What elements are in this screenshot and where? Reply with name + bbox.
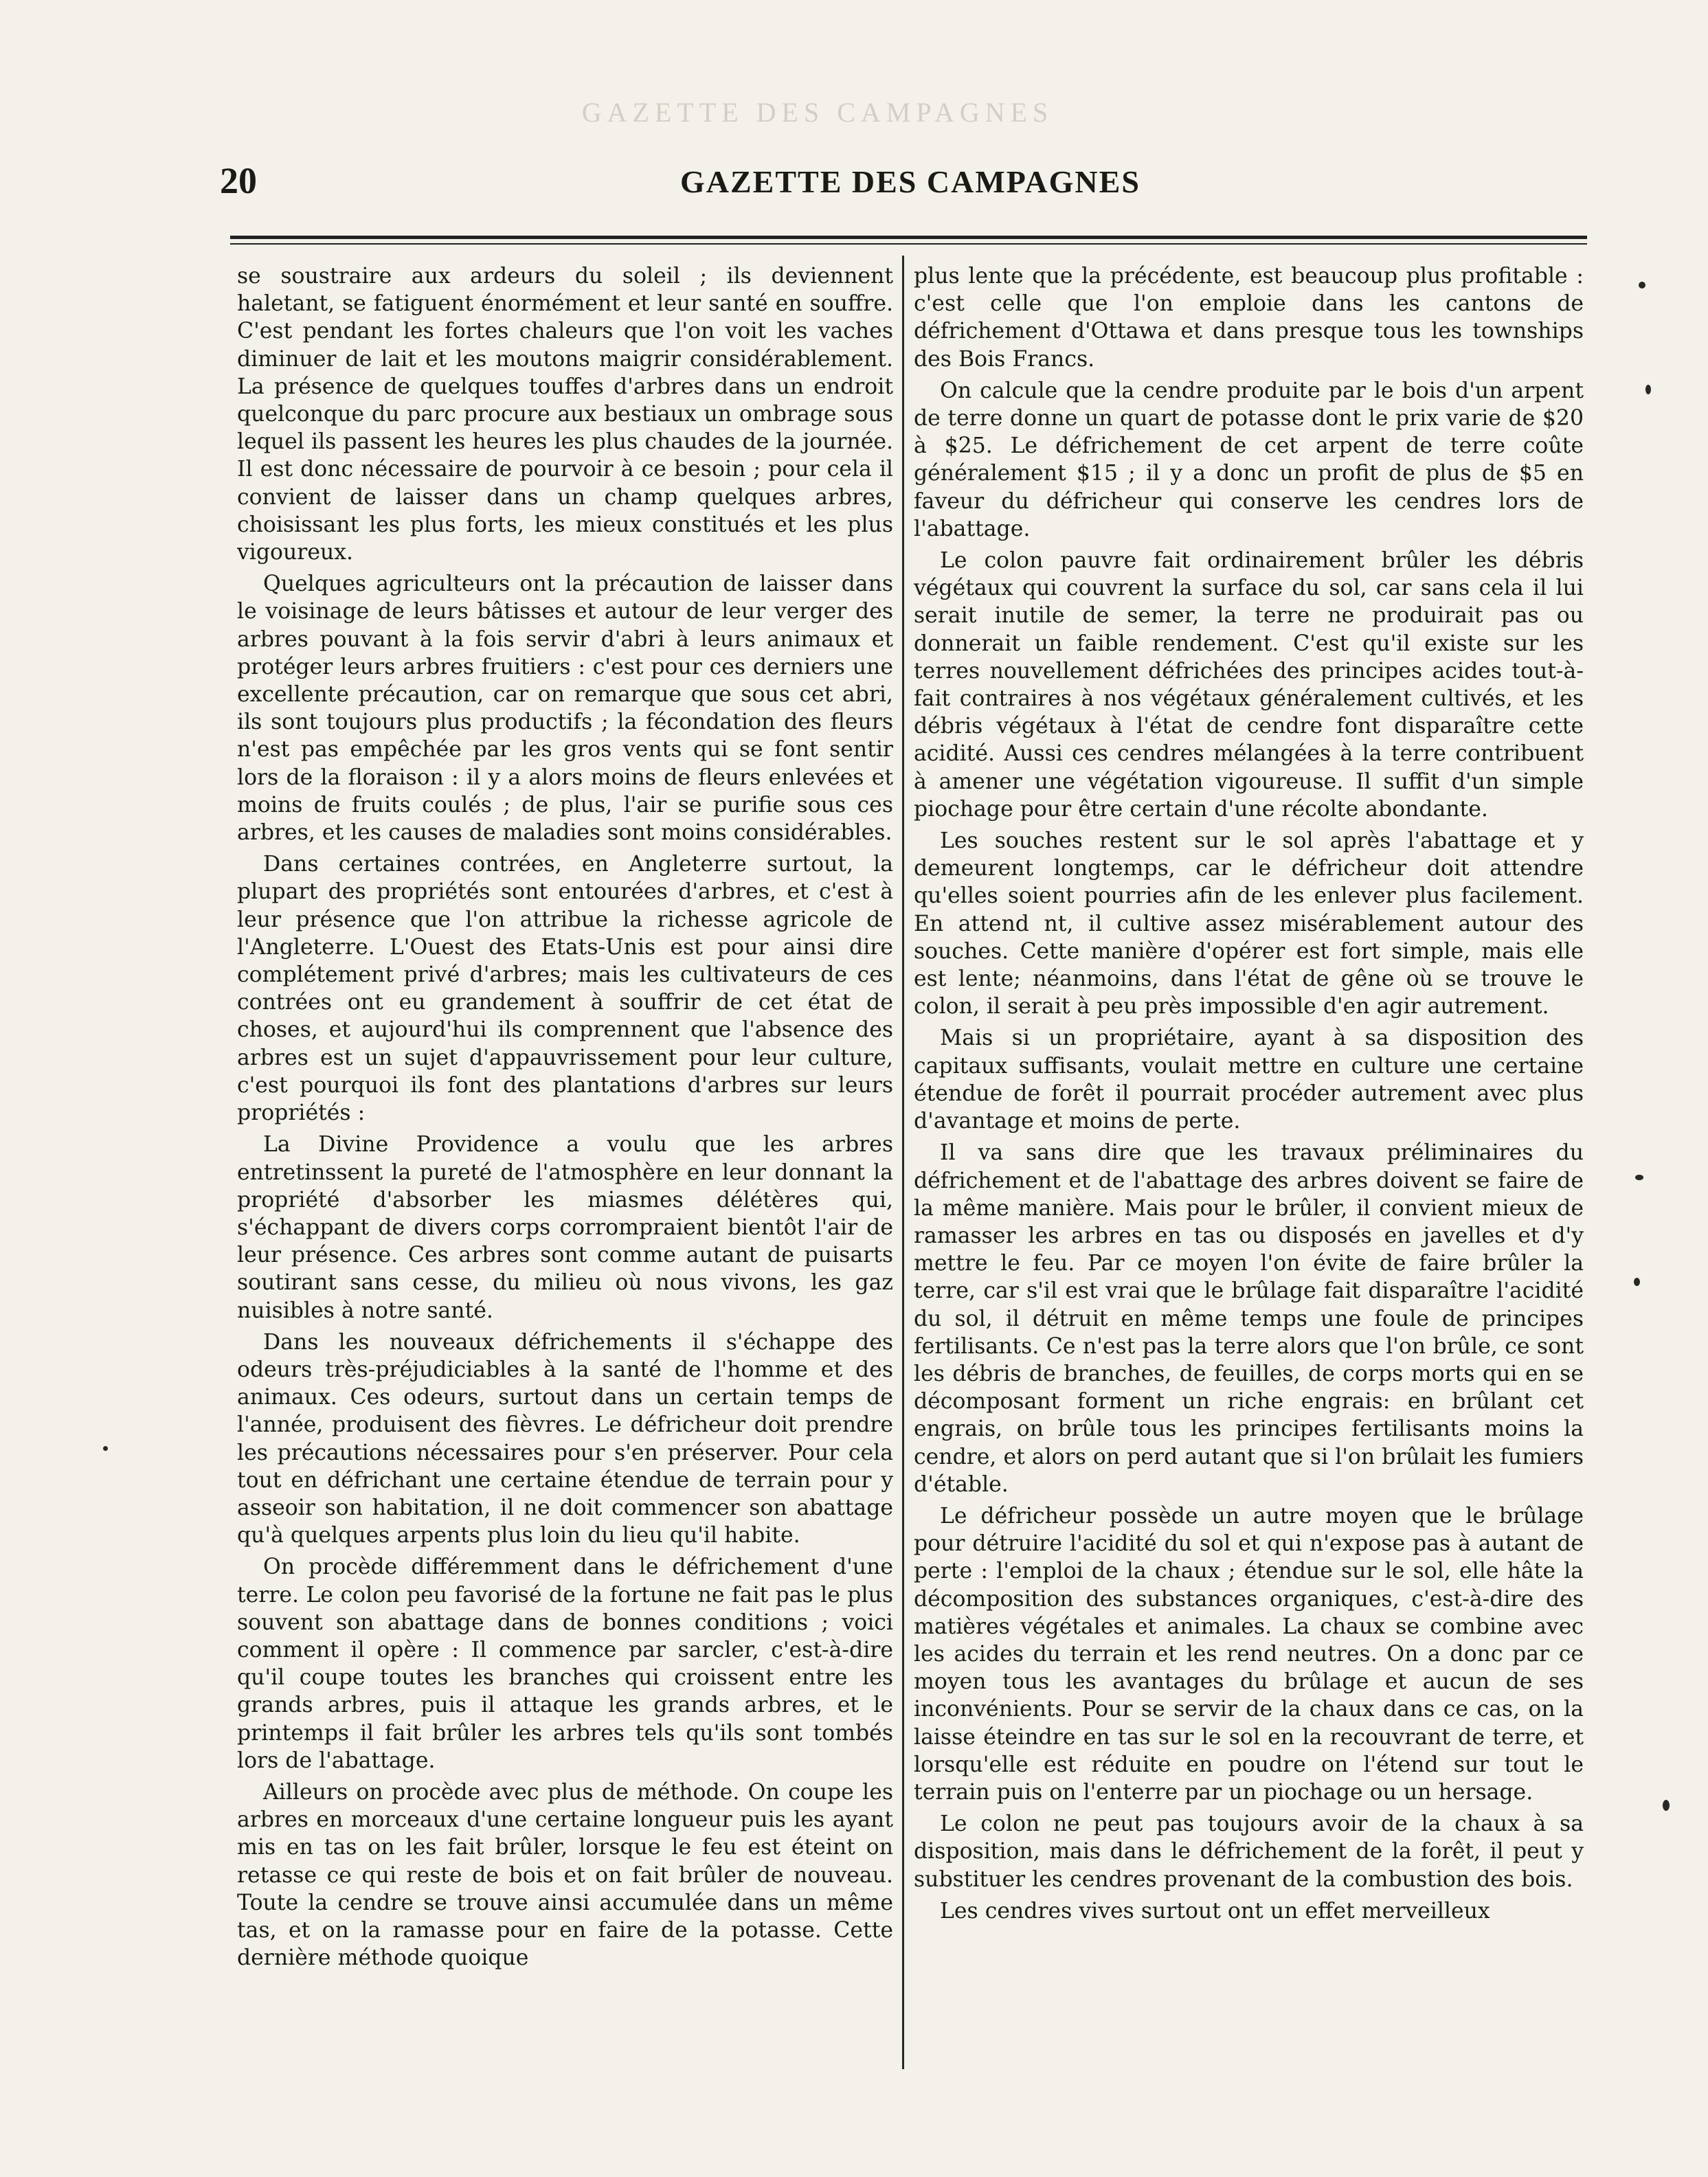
paragraph: Mais si un propriétaire, ayant à sa disposition des capitaux suffisants, voulait mettre en culture une certaine étendue de forêt il pourrait procéder autrement avec plus d'avantage et moins de perte. [914,1026,1584,1134]
bleed-through-text: GAZETTE DES CAMPAGNES [581,97,1054,128]
scan-speck [103,1446,108,1451]
page-number: 20 [220,160,257,201]
header-rule-thin [230,243,1587,245]
paragraph: Quelques agriculteurs ont la précaution de laisser dans le voisinage de leurs bâtisses et autour de leur verger des arbres pouvant à la fois servir d'abri à leurs animaux et protéger leurs arbres fruitiers : c'est pour ces derniers une excellente précaution, car on remarque que sous cet abri, ils sont toujours plus productifs ; la fécondation des fleurs n'est pas empêchée par les gros vents qui se font sentir lors de la floraison : il y a alors moins de fleurs enlevées et moins de fruits coulés ; de plus, l'air se purifie sous ces arbres, et les causes de maladies sont moins considérables. [237,572,893,846]
scan-speck [1639,282,1645,289]
paragraph: Ailleurs on procède avec plus de méthode. On coupe les arbres en morceaux d'une certaine longueur puis les ayant mis en tas on les fait brûler, lorsque le feu est éteint on retasse ce qui reste de bois et on fait brûler de nouveau. Toute la cendre se trouve ainsi accumulée dans un même tas, et on la ramasse pour en faire de la potasse. Cette dernière méthode quoique [237,1779,893,1971]
scan-speck [1645,385,1651,394]
paragraph: On procède différemment dans le défrichement d'une terre. Le colon peu favorisé de la fortune ne fait pas le plus souvent son abattage dans de bonnes conditions ; voici comment il opère : Il commence par sarcler, c'est-à-dire qu'il coupe toutes les branches qui croissent entre les grands arbres, puis il attaque les grands arbres, et le printemps il fait brûler les arbres tels qu'ils sont tombés lors de l'abattage. [237,1555,893,1773]
paragraph: plus lente que la précédente, est beaucoup plus profitable : c'est celle que l'on emploie dans les cantons de défrichement d'Ottawa et dans presque tous les townships des Bois Francs. [914,264,1584,372]
paragraph: Dans certaines contrées, en Angleterre surtout, la plupart des propriétés sont entourées d'arbres, et c'est à leur présence que l'on attribue la richesse agricole de l'Angleterre. L'Ouest des Etats-Unis est pour ainsi dire complétement privé d'arbres; mais les cultivateurs de ces contrées ont eu grandement à souffrir de cet état de choses, et aujourd'hui ils comprennent que l'absence des arbres est un sujet d'appauvrissement pour leur culture, c'est pourquoi ils font des plantations d'arbres sur leurs propriétés : [237,852,893,1126]
paragraph: On calcule que la cendre produite par le bois d'un arpent de terre donne un quart de potasse dont le prix varie de $20 à $25. Le défrichement de cet arpent de terre coûte généralement $15 ; il y a donc un profit de plus de $5 en faveur du défricheur qui conserve les cendres lors de l'abattage. [914,378,1584,541]
scan-speck [1634,1278,1640,1286]
column-divider [902,256,904,2069]
right-column [914,262,1584,2083]
scan-speck [1663,1800,1670,1811]
paragraph: se soustraire aux ardeurs du soleil ; ils deviennent haletant, se fatiguent énormément et leur santé en souffre. C'est pendant les fortes chaleurs que l'on voit les vaches diminuer de lait et les moutons maigrir considérablement. La présence de quelques touffes d'arbres dans un endroit quelconque du parc procure aux bestiaux un ombrage sous lequel ils passent les heures les plus chaudes de la journée. Il est donc nécessaire de pourvoir à ce besoin ; pour cela il convient de laisser dans un champ quelques arbres, choisissant les plus forts, les mieux constitués et les plus vigoureux. [237,264,893,565]
paragraph: La Divine Providence a voulu que les arbres entretinssent la pureté de l'atmosphère en leur donnant la propriété d'absorber les miasmes délétères qui, s'échappant de divers corps corrompraient bientôt l'air de leur présence. Ces arbres sont comme autant de puisarts soutirant sans cesse, du milieu où nous vivons, les gaz nuisibles à notre santé. [237,1132,893,1323]
scan-speck [1635,1175,1643,1180]
paragraph: Le défricheur possède un autre moyen que le brûlage pour détruire l'acidité du sol et qui n'expose pas à autant de perte : l'emploi de la chaux ; étendue sur le sol, elle hâte la décomposition des substances organiques, c'est-à-dire des matières végétales et animales. La chaux se combine avec les acides du terrain et les rend neutres. On a donc par ce moyen tous les avantages du brûlage et aucun de ses inconvénients. Pour se servir de la chaux dans ce cas, on la laisse éteindre en tas sur le sol en la recouvrant de terre, et lorsqu'elle est réduite en poudre on l'étend sur tout le terrain puis on l'enterre par un piochage ou un hersage. [914,1503,1584,1805]
paragraph: Le colon pauvre fait ordinairement brûler les débris végétaux qui couvrent la surface du sol, car sans cela il lui serait inutile de semer, la terre ne produirait pas ou donnerait un faible rendement. C'est qu'il existe sur les terres nouvellement défrichées des principes acides tout-à-fait contraires à nos végétaux généralement cultivés, et les débris végétaux à l'état de cendre font disparaître cette acidité. Aussi ces cendres mélangées à la terre contribuent à amener une végétation vigoureuse. Il suffit d'un simple piochage pour être certain d'une récolte abondante. [914,548,1584,822]
running-title: GAZETTE DES CAMPAGNES [680,164,1140,199]
paragraph: Dans les nouveaux défrichements il s'échappe des odeurs très-préjudiciables à la santé de l'homme et des animaux. Ces odeurs, surtout dans un certain temps de l'année, produisent des fièvres. Le défricheur doit prendre les précautions nécessaires pour s'en préserver. Pour cela tout en défrichant une certaine étendue de terrain pour y asseoir son habitation, il ne doit commencer son abattage qu'à quelques arpents plus loin du lieu qu'il habite. [237,1329,893,1548]
left-column [237,262,893,2083]
paragraph: Le colon ne peut pas toujours avoir de la chaux à sa disposition, mais dans le défrichement de la forêt, il peut y substituer les cendres provenant de la combustion des bois. [914,1812,1584,1892]
paragraph: Il va sans dire que les travaux préliminaires du défrichement et de l'abattage des arbres doivent se faire de la même manière. Mais pour le brûler, il convient mieux de ramasser les arbres en tas ou disposés en javelles et d'y mettre le feu. Par ce moyen l'on évite de faire brûler la terre, car s'il est vrai que le brûlage fait disparaître l'acidité du sol, il détruit en même temps une foule de principes fertilisants. Ce n'est pas la terre alors que l'on brûle, ce sont les débris de branches, de feuilles, de corps morts qui en se décomposant forment un riche engrais: en brûlant cet engrais, on brûle tous les principes fertilisants moins la cendre, et alors on perd autant que si l'on brûlait les fumiers d'étable. [914,1140,1584,1497]
paragraph: Les souches restent sur le sol après l'abattage et y demeurent longtemps, car le défricheur doit attendre qu'elles soient pourries afin de les enlever plus facilement. En attend nt, il cultive assez misérablement autour des souches. Cette manière d'opérer est fort simple, mais elle est lente; néanmoins, dans l'état de gêne où se trouve le colon, il serait à peu près impossible d'en agir autrement. [914,828,1584,1019]
header-rule-thick [230,236,1587,239]
paragraph: Les cendres vives surtout ont un effet merveilleux [940,1898,1490,1924]
